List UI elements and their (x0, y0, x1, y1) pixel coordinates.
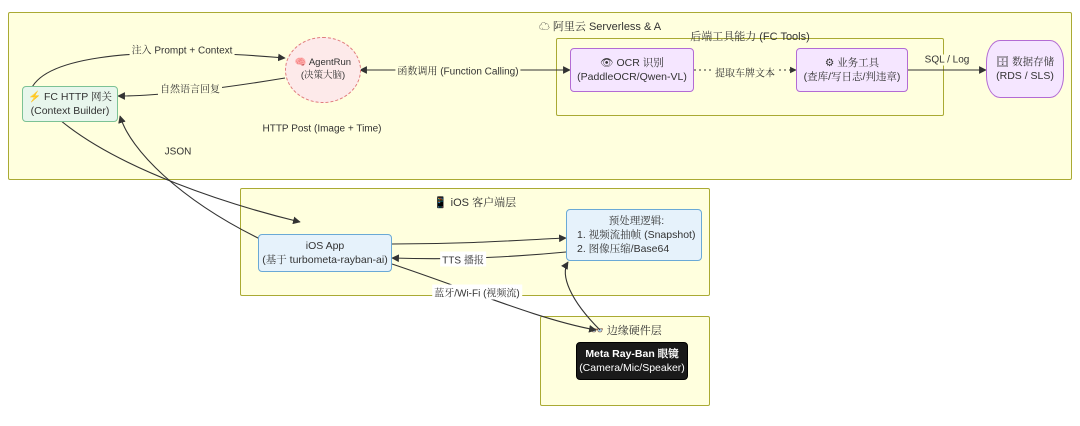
cluster-cloud-label: ☁ 阿里云 Serverless & A (538, 21, 662, 33)
node-ocr[interactable] (570, 48, 694, 92)
node-business-tool-line-2: (查库/写日志/判违章) (803, 71, 901, 83)
node-ocr-line-1: 👁 OCR 识别 (600, 56, 664, 69)
node-preprocess-logic-line-2: 1. 视频流抽帧 (Snapshot) (577, 228, 696, 241)
edge-label-function-calling: 函数调用 (Function Calling) (395, 63, 520, 78)
edge-label-sql-log: SQL / Log (924, 54, 970, 66)
node-fc-http-gateway[interactable] (22, 86, 118, 122)
cluster-fctools-label: 后端工具能力 (FC Tools) (690, 31, 810, 43)
node-agentrun-line-1: 🧠 AgentRun (294, 57, 352, 69)
node-business-tool[interactable] (796, 48, 908, 92)
node-meta-rayban-glasses-line-1: Meta Ray-Ban 眼镜 (585, 347, 679, 360)
node-preprocess-logic-line-3: 2. 图像压缩/Base64 (577, 243, 670, 256)
cluster-ios-label: 📱 iOS 客户端层 (433, 197, 517, 209)
node-agentrun[interactable] (285, 37, 361, 103)
node-fc-http-gateway-line-2: (Context Builder) (30, 105, 110, 117)
node-preprocess-logic-line-1: 预处理逻辑: (608, 214, 665, 227)
node-preprocess-logic[interactable] (566, 209, 702, 261)
edge-label-nl-reply: 自然语言回复 (158, 81, 222, 96)
edge-label-extract-plate-text: 提取车牌文本 (713, 65, 777, 80)
node-data-storage-line-1: 🗄 数据存储 (995, 55, 1055, 68)
node-meta-rayban-glasses[interactable] (576, 342, 688, 380)
node-ios-app-line-1: iOS App (305, 239, 345, 252)
edge-label-inject-prompt: 注入 Prompt + Context (130, 42, 235, 57)
node-fc-http-gateway-line-1: ⚡ FC HTTP 网关 (27, 90, 113, 103)
edge-label-json: JSON (164, 146, 192, 158)
node-ios-app-line-2: (基于 turbometa-rayban-ai) (262, 254, 388, 266)
node-data-storage[interactable] (986, 40, 1064, 98)
edge-label-bluetooth-wifi: 蓝牙/Wi-Fi (视频流) (432, 285, 522, 300)
cluster-edge-label: 👓 边缘硬件层 (590, 325, 662, 337)
node-meta-rayban-glasses-line-2: (Camera/Mic/Speaker) (579, 362, 685, 374)
node-business-tool-line-1: ⚙ 业务工具 (824, 56, 880, 69)
node-agentrun-line-2: (决策大脑) (300, 70, 346, 81)
node-data-storage-line-2: (RDS / SLS) (996, 70, 1054, 82)
node-ocr-line-2: (PaddleOCR/Qwen-VL) (577, 71, 687, 83)
edge-label-tts: TTS 播报 (440, 252, 486, 267)
node-ios-app[interactable] (258, 234, 392, 272)
edge-label-http-post: HTTP Post (Image + Time) (262, 123, 382, 135)
